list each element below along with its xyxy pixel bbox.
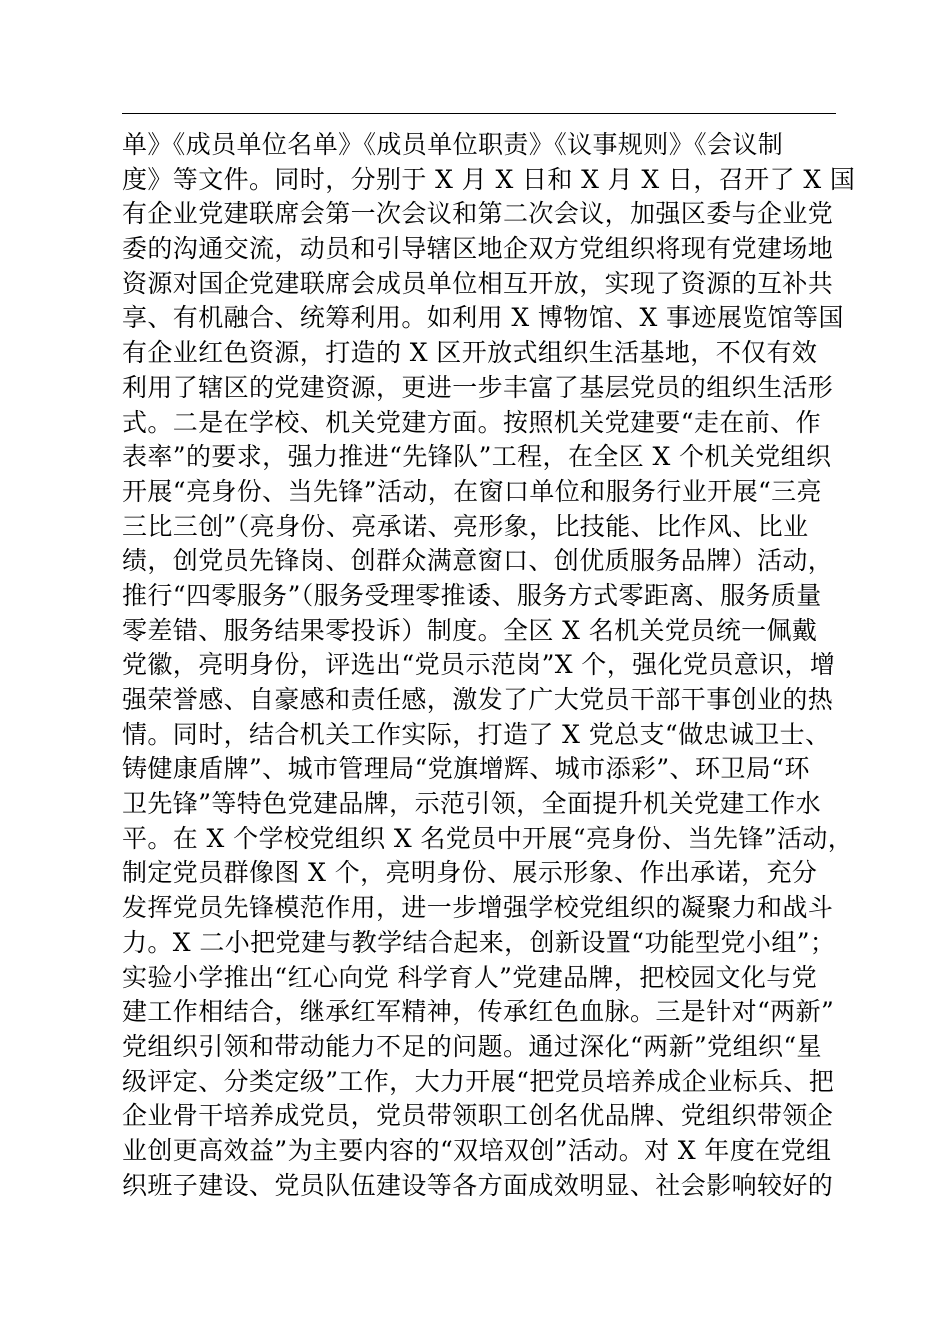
text-line: 委的沟通交流，动员和引导辖区地企双方党组织将现有党建场地: [122, 234, 834, 264]
text-line: 实验小学推出“红心向党 科学育人”党建品牌，把校园文化与党: [122, 962, 818, 992]
text-line: 式。二是在学校、机关党建方面。按照机关党建要“走在前、作: [122, 407, 821, 437]
text-line: 铸健康盾牌”、城市管理局“党旗增辉、城市添彩”、环卫局“环: [122, 754, 810, 784]
text-line: 推行“四零服务”（服务受理零推诿、服务方式零距离、服务质量: [122, 580, 822, 610]
text-line: 建工作相结合，继承红军精神，传承红色血脉。三是针对“两新”: [122, 997, 835, 1027]
text-line: 单》《成员单位名单》《成员单位职责》《议事规则》《会议制: [122, 130, 784, 159]
text-line: 零差错、服务结果零投诉）制度。全区 X 名机关党员统一佩戴: [122, 615, 818, 645]
text-line: 织班子建设、党员队伍建设等各方面成效明显、社会影响较好的: [122, 1170, 834, 1200]
text-line: 制定党员群像图 X 个，亮明身份、展示形象、作出承诺，充分: [122, 858, 818, 888]
text-line: 党徽，亮明身份，评选出“党员示范岗”X 个，强化党员意识，增: [122, 650, 836, 680]
text-line: 有企业党建联席会第一次会议和第二次会议，加强区委与企业党: [122, 199, 834, 229]
text-line: 级评定、分类定级”工作，大力开展“把党员培养成企业标兵、把: [122, 1066, 835, 1096]
text-line: 绩，创党员先锋岗、创群众满意窗口、创优质服务品牌）活动，: [122, 546, 834, 576]
text-line: 表率”的要求，强力推进“先锋队”工程，在全区 X 个机关党组织: [122, 442, 832, 472]
text-line: 强荣誉感、自豪感和责任感，激发了广大党员干部干事创业的热: [122, 685, 834, 714]
text-line: 平。在 X 个学校党组织 X 名党员中开展“亮身份、当先锋”活动，: [122, 823, 854, 853]
text-line: 发挥党员先锋模范作用，进一步增强学校党组织的凝聚力和战斗: [122, 893, 834, 923]
text-line: 卫先锋”等特色党建品牌，示范引领，全面提升机关党建工作水: [122, 789, 821, 819]
text-line: 享、有机融合、统筹利用。如利用 X 博物馆、X 事迹展览馆等国: [122, 303, 844, 333]
text-line: 开展“亮身份、当先锋”活动，在窗口单位和服务行业开展“三亮: [122, 476, 822, 506]
text-line: 力。X 二小把党建与教学结合起来，创新设置“功能型党小组”；: [122, 927, 836, 957]
text-line: 业创更高效益”为主要内容的“双培双创”活动。对 X 年度在党组: [122, 1135, 832, 1165]
text-line: 三比三创”（亮身份、亮承诺、亮形象，比技能、比作风、比业: [122, 511, 809, 541]
text-line: 有企业红色资源，打造的 X 区开放式组织生活基地，不仅有效: [122, 338, 818, 368]
text-line: 利用了辖区的党建资源，更进一步丰富了基层党员的组织生活形: [122, 372, 834, 402]
text-line: 企业骨干培养成党员，党员带领职工创名优品牌、党组织带领企: [122, 1101, 834, 1131]
text-line: 度》等文件。同时，分别于 X 月 X 日和 X 月 X 日，召开了 X 国: [122, 164, 856, 194]
body-text: [122, 128, 862, 1203]
header-rule: [122, 113, 836, 114]
text-line: 资源对国企党建联席会成员单位相互开放，实现了资源的互补共: [122, 268, 834, 298]
text-line: 情。同时，结合机关工作实际，打造了 X 党总支“做忠诚卫士、: [122, 719, 831, 749]
text-line: 党组织引领和带动能力不足的问题。通过深化“两新”党组织“星: [122, 1031, 822, 1061]
